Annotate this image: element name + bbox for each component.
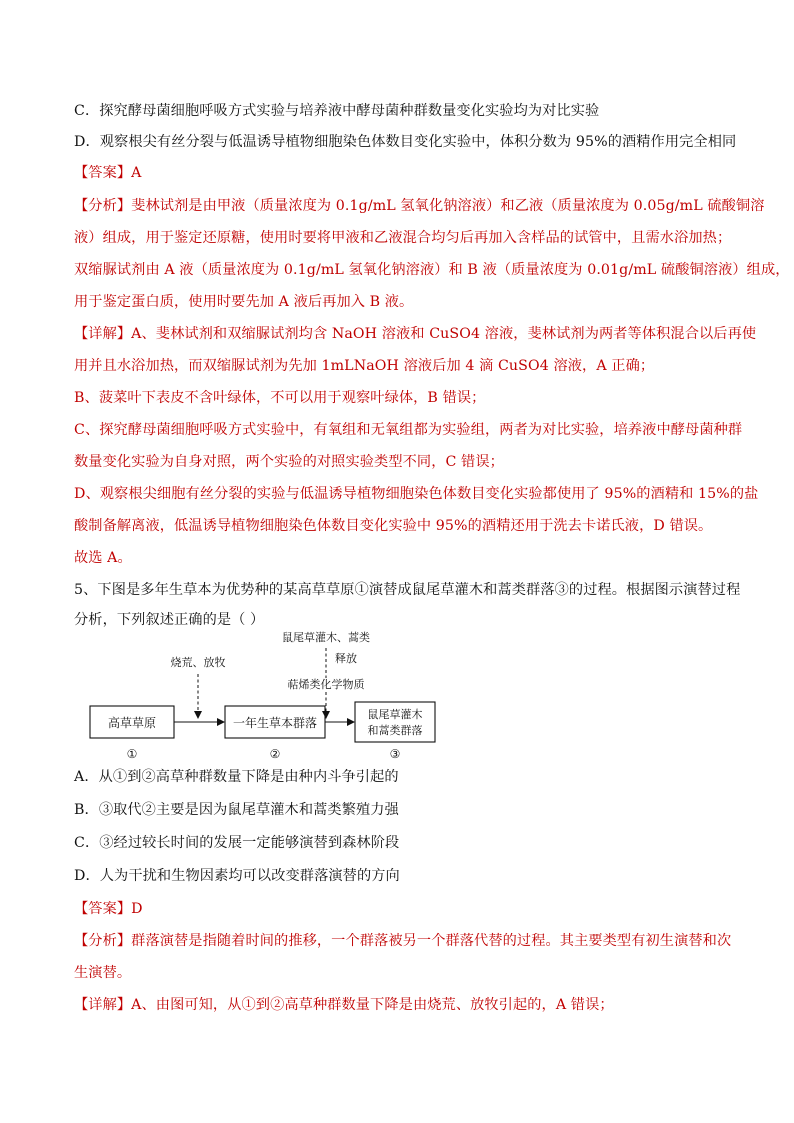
q4-detail-line: D、观察根尖细胞有丝分裂的实验与低温诱导植物细胞染色体数目变化实验都使用了 95%的酒精和 15%的盐 bbox=[74, 486, 759, 502]
q5-option-b: B．③取代②主要是因为鼠尾草灌木和蒿类繁殖力强 bbox=[74, 802, 399, 818]
q5-option-a: A．从①到②高草种群数量下降是由种内斗争引起的 bbox=[74, 769, 399, 785]
succession-diagram bbox=[80, 630, 440, 765]
factor-burning-grazing: 烧荒、放牧 bbox=[170, 656, 226, 669]
factor-sage-release-line1: 鼠尾草灌木、蒿类 bbox=[282, 631, 370, 644]
q4-detail-line: 酸制备解离液，低温诱导植物细胞染色体数目变化实验中 95%的酒精还用于洗去卡诺氏液，D 错误。 bbox=[74, 518, 713, 534]
q4-detail-line: 数量变化实验为自身对照，两个实验的对照实验类型不同，C 错误； bbox=[74, 454, 504, 470]
box3-label-line1: 鼠尾草灌木 bbox=[367, 708, 423, 721]
box3-label-line2: 和蒿类群落 bbox=[367, 724, 423, 737]
q4-analysis-line: 双缩脲试剂由 A 液（质量浓度为 0.1g/mL 氢氧化钠溶液）和 B 液（质量浓度为 0.01g/mL 硫酸铜溶液）组成， bbox=[74, 262, 790, 278]
q5-answer: 【答案】D bbox=[74, 901, 143, 917]
q4-analysis-line: 液）组成，用于鉴定还原糖，使用时要将甲液和乙液混合均匀后再加入含样品的试管中，且需水浴加热； bbox=[74, 230, 732, 246]
factor-sage-release-line2: 释放 bbox=[335, 652, 357, 665]
q4-detail-line: C、探究酵母菌细胞呼吸方式实验中，有氧组和无氧组都为实验组，两者为对比实验，培养液中酵母菌种群 bbox=[74, 422, 743, 438]
box1-label: 高草草原 bbox=[107, 716, 157, 730]
q4-analysis-line: 【分析】斐林试剂是由甲液（质量浓度为 0.1g/mL 氢氧化钠溶液）和乙液（质量浓度为 0.05g/mL 硫酸铜溶 bbox=[74, 198, 765, 214]
q4-detail-line: B、菠菜叶下表皮不含叶绿体，不可以用于观察叶绿体，B 错误； bbox=[74, 390, 486, 406]
q4-answer: 【答案】A bbox=[74, 165, 142, 181]
box2-label: 一年生草本群落 bbox=[232, 716, 318, 730]
q5-option-c: C．③经过较长时间的发展一定能够演替到森林阶段 bbox=[74, 835, 400, 851]
q4-analysis-line: 用于鉴定蛋白质，使用时要先加 A 液后再加入 B 液。 bbox=[74, 294, 414, 310]
q4-detail-line: 故选 A。 bbox=[74, 550, 132, 566]
factor-terpenes: 萜烯类化学物质 bbox=[287, 678, 365, 691]
q4-option-d: D．观察根尖有丝分裂与低温诱导植物细胞染色体数目变化实验中，体积分数为 95%的酒精作用完全相同 bbox=[74, 134, 737, 150]
q5-analysis-line: 生演替。 bbox=[74, 965, 132, 981]
q5-detail-line: 【详解】A、由图可知，从①到②高草种群数量下降是由烧荒、放牧引起的，A 错误； bbox=[74, 997, 614, 1013]
q5-analysis-line: 【分析】群落演替是指随着时间的推移，一个群落被另一个群落代替的过程。其主要类型有初生演替和次 bbox=[74, 933, 732, 949]
q5-stem-line: 分析，下列叙述正确的是（ ） bbox=[74, 612, 265, 628]
q4-detail-line: 【详解】A、斐林试剂和双缩脲试剂均含 NaOH 溶液和 CuSO4 溶液，斐林试剂为两者等体积混合以后再使 bbox=[74, 326, 757, 342]
q4-option-c: C．探究酵母菌细胞呼吸方式实验与培养液中酵母菌种群数量变化实验均为对比实验 bbox=[74, 103, 600, 119]
q5-stem-line: 5、下图是多年生草本为优势种的某高草草原①演替成鼠尾草灌木和蒿类群落③的过程。根据图示演替过程 bbox=[74, 582, 741, 598]
num-2: ② bbox=[269, 747, 281, 761]
num-3: ③ bbox=[389, 747, 401, 761]
num-1: ① bbox=[126, 747, 138, 761]
q4-detail-line: 用并且水浴加热，而双缩脲试剂为先加 1mLNaOH 溶液后加 4 滴 CuSO4 溶液，A 正确； bbox=[74, 358, 655, 374]
q5-option-d: D．人为干扰和生物因素均可以改变群落演替的方向 bbox=[74, 868, 400, 884]
